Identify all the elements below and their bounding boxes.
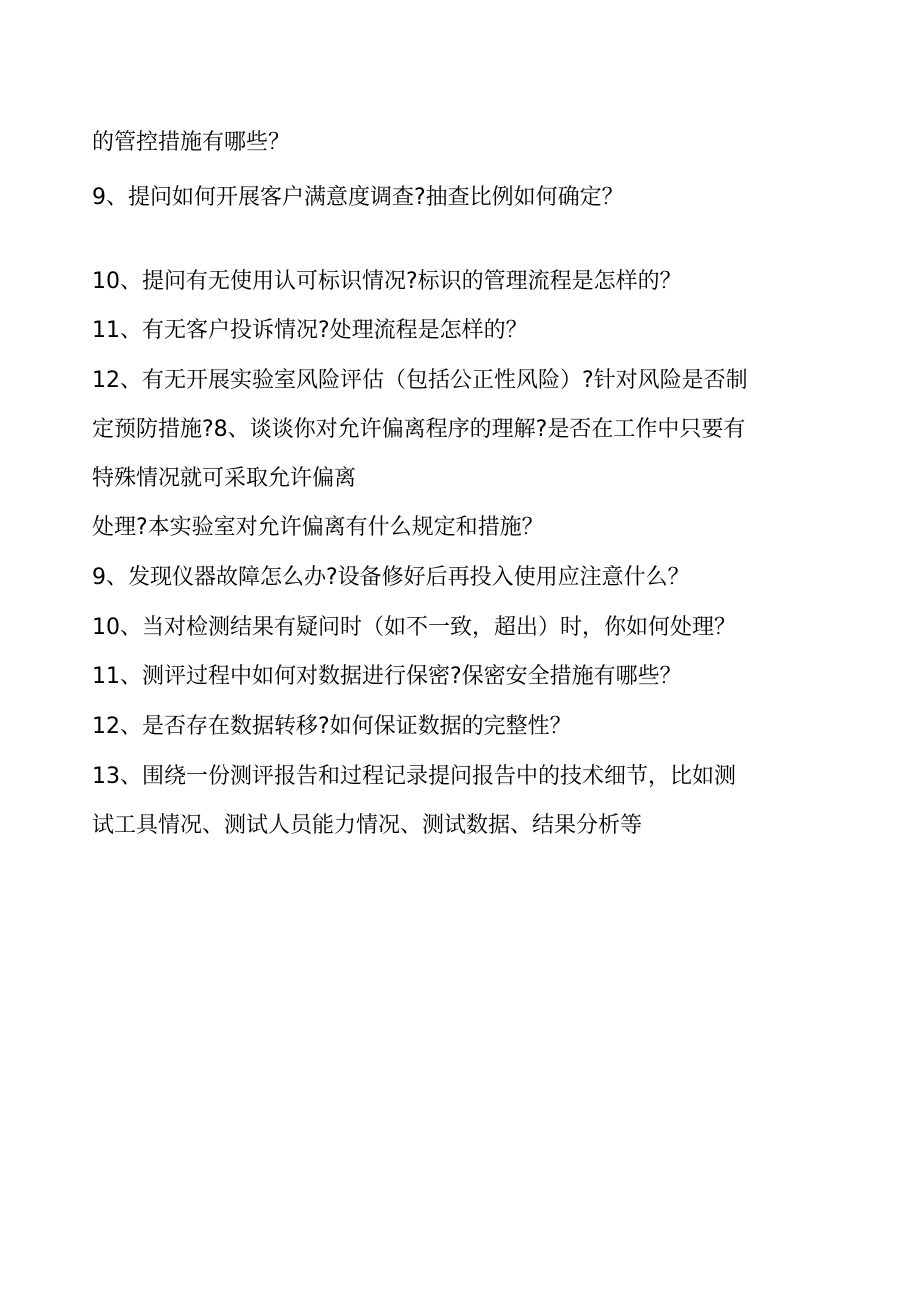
text-line: 处理?本实验室对允许偏离有什么规定和措施？ [92,515,544,540]
text-line: 11、测评过程中如何对数据进行保密?保密安全措施有哪些？ [92,664,682,689]
text-line: 9、发现仪器故障怎么办?设备修好后再投入使用应注意什么？ [92,565,690,590]
text-line: 10、当对检测结果有疑问时（如不一致，超出）时，你如何处理？ [92,615,736,640]
text-line: 12、是否存在数据转移?如何保证数据的完整性？ [92,714,572,739]
text-line: 试工具情况、测试人员能力情况、测试数据、结果分析等 [92,813,643,838]
text-line: 定预防措施?8、谈谈你对允许偏离程序的理解?是否在工作中只要有 [92,417,746,442]
text-line: 10、提问有无使用认可标识情况?标识的管理流程是怎样的？ [92,269,682,294]
text-line: 11、有无客户投诉情况?处理流程是怎样的？ [92,318,528,343]
text-line: 12、有无开展实验室风险评估（包括公正性风险）?针对风险是否制 [92,368,748,393]
text-line: 的管控措施有哪些？ [92,130,291,155]
text-line: 9、提问如何开展客户满意度调查?抽查比例如何确定？ [92,185,624,210]
text-line: 特殊情况就可采取允许偏离 [92,466,357,491]
text-line: 13、围绕一份测评报告和过程记录提问报告中的技术细节，比如测 [92,764,736,789]
